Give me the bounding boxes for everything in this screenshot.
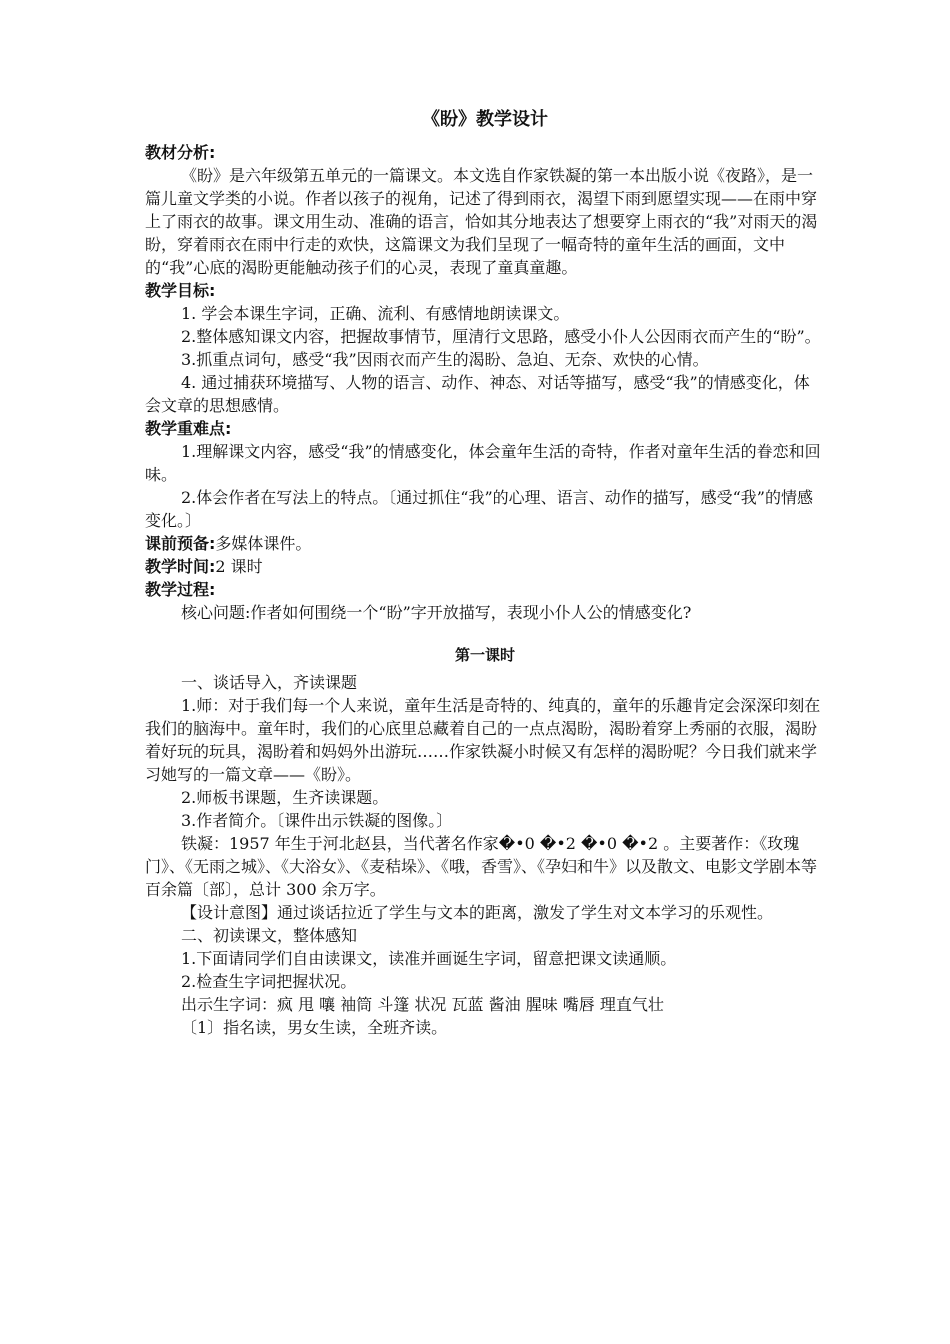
lesson1-heading: 第一课时 (454, 646, 515, 664)
goal-item: 2.整体感知课文内容，把握故事情节，厘清行文思路，感受小仆人公因雨衣而产生的“盼”。 (181, 327, 821, 346)
goals-heading: 教学目标: (145, 281, 216, 300)
prep-value: 多媒体课件。 (215, 534, 312, 553)
paragraph: 〔1〕指名读，男女生读，全班齐读。 (181, 1018, 448, 1037)
analysis-text: 《盼》是六年级第五单元的一篇课文。本文选自作家铁凝的第一本出版小说《夜路》，是一篇儿童文学类的小说。作者以孩子的视角，记述了得到雨衣，渴望下雨到愿望实现——在雨中穿上了雨衣的故事。课文用生动、准确的语言，恰如其分地表达了想要穿上雨衣的“我”对雨天的渴盼，穿着雨衣在雨中行走的欢快，这篇课文为我们呈现了一幅奇特的童年生活的画面，文中的“我”心底的渴盼更能触动孩子们的心灵，表现了童真童趣。 (145, 166, 818, 277)
paragraph: 3.作者简介。〔课件出示铁凝的图像。〕 (181, 811, 453, 830)
section-heading: 二、初读课文，整体感知 (181, 926, 358, 945)
section-heading: 一、谈话导入，齐读课题 (181, 673, 358, 692)
design-intent: 【设计意图】通过谈话拉近了学生与文本的距离，激发了学生对文本学习的乐观性。 (181, 903, 774, 922)
core-question: 核心问题:作者如何围绕一个“盼”字开放描写，表现小仆人公的情感变化? (181, 603, 692, 622)
author-intro: 铁凝：1957 年生于河北赵县，当代著名作家�•0 �•2 �•0 �•2 。主要著作：《玫瑰门》、《无雨之城》、《大浴女》、《麦秸垛》、《哦，香雪》、《孕妇和牛》以及散文、电影文学剧本等百余篇〔部〕，总计 300 余万字。 (145, 834, 818, 899)
paragraph: 1.下面请同学们自由读课文，读准并画诞生字词，留意把课文读通顺。 (181, 949, 677, 968)
goal-item: 4. 通过捕获环境描写、人物的语言、动作、神态、对话等描写，感受“我”的情感变化，体会文章的思想感情。 (145, 373, 810, 415)
key-point-item: 1.理解课文内容，感受“我”的情感变化，体会童年生活的奇特，作者对童年生活的眷恋和回味。 (145, 442, 821, 484)
prep-line (145, 532, 825, 555)
document-body (145, 108, 825, 1039)
document-title: 《盼》教学设计 (422, 109, 548, 130)
goal-item: 3.抓重点词句，感受“我”因雨衣而产生的渴盼、急迫、无奈、欢快的心情。 (181, 350, 709, 369)
paragraph: 2.师板书课题，生齐读课题。 (181, 788, 389, 807)
key-point-item: 2.体会作者在写法上的特点。〔通过抓住“我”的心理、语言、动作的描写，感受“我”的情感变化。〕 (145, 488, 813, 530)
time-value: 2 课时 (215, 557, 263, 576)
prep-heading: 课前预备: (145, 534, 216, 553)
paragraph: 2.检查生字词把握状况。 (181, 972, 357, 991)
key-points-heading: 教学重难点: (145, 419, 232, 438)
vocabulary-list: 出示生字词：疯 甩 嚷 袖筒 斗篷 状况 瓦蓝 酱油 腥味 嘴唇 理直气壮 (181, 995, 664, 1014)
analysis-heading: 教材分析: (145, 143, 216, 162)
time-heading: 教学时间: (145, 557, 216, 576)
goal-item: 1. 学会本课生字词，正确、流利、有感情地朗读课文。 (181, 304, 570, 323)
paragraph: 1.师：对于我们每一个人来说，童年生活是奇特的、纯真的，童年的乐趣肯定会深深印刻在我们的脑海中。童年时，我们的心底里总藏着自己的一点点渴盼，渴盼着穿上秀丽的衣服，渴盼着好玩的玩具，渴盼着和妈妈外出游玩……作家铁凝小时候又有怎样的渴盼呢？今日我们就来学习她写的一篇文章——《盼》。 (145, 696, 821, 784)
process-heading: 教学过程: (145, 580, 216, 599)
time-line (145, 555, 825, 578)
